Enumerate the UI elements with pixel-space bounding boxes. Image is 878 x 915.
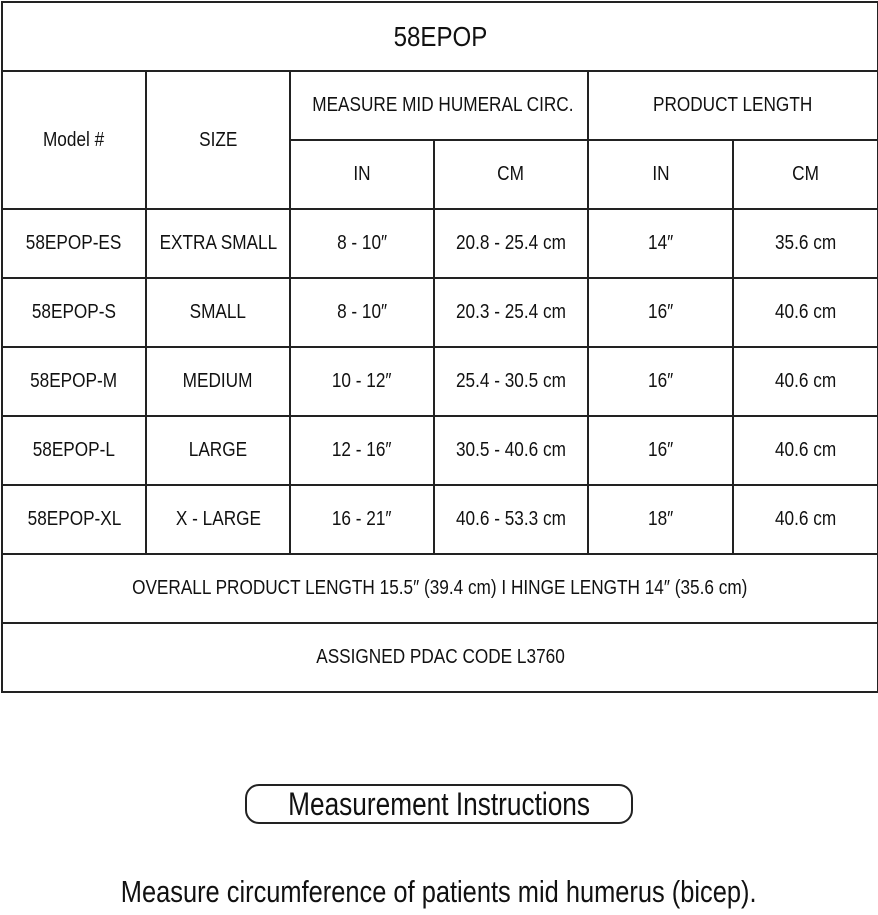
table-row <box>2 347 878 416</box>
cell-model: 58EPOP-XL <box>2 485 146 554</box>
cell-size: LARGE <box>146 416 290 485</box>
cell-circ-in: 8 - 10″ <box>290 278 434 347</box>
table-title: 58EPOP <box>2 2 878 71</box>
header-product-length: PRODUCT LENGTH <box>588 71 878 140</box>
cell-size: MEDIUM <box>146 347 290 416</box>
cell-model: 58EPOP-ES <box>2 209 146 278</box>
cell-length-in: 16″ <box>588 416 733 485</box>
header-length-cm: CM <box>733 140 878 209</box>
instructions-heading: Measurement Instructions <box>245 784 633 824</box>
cell-length-in: 16″ <box>588 347 733 416</box>
sizing-table <box>1 1 878 693</box>
header-row-main <box>2 71 878 140</box>
header-length-in: IN <box>588 140 733 209</box>
instructions-heading-wrapper <box>0 784 878 824</box>
pdac-code-row <box>2 623 878 692</box>
cell-circ-in: 16 - 21″ <box>290 485 434 554</box>
cell-circ-cm: 20.3 - 25.4 cm <box>434 278 588 347</box>
cell-length-in: 14″ <box>588 209 733 278</box>
cell-length-in: 18″ <box>588 485 733 554</box>
header-model: Model # <box>2 71 146 209</box>
cell-circ-cm: 40.6 - 53.3 cm <box>434 485 588 554</box>
cell-circ-in: 8 - 10″ <box>290 209 434 278</box>
header-size: SIZE <box>146 71 290 209</box>
table-row <box>2 416 878 485</box>
cell-size: EXTRA SMALL <box>146 209 290 278</box>
table-row <box>2 485 878 554</box>
instructions-text: Measure circumference of patients mid humerus (bicep). <box>121 874 757 909</box>
table-row <box>2 209 878 278</box>
cell-circ-cm: 25.4 - 30.5 cm <box>434 347 588 416</box>
cell-circ-cm: 30.5 - 40.6 cm <box>434 416 588 485</box>
cell-circ-cm: 20.8 - 25.4 cm <box>434 209 588 278</box>
table-row <box>2 278 878 347</box>
cell-circ-in: 12 - 16″ <box>290 416 434 485</box>
cell-model: 58EPOP-L <box>2 416 146 485</box>
cell-model: 58EPOP-M <box>2 347 146 416</box>
cell-length-cm: 40.6 cm <box>733 347 878 416</box>
overall-length-row <box>2 554 878 623</box>
header-circ-cm: CM <box>434 140 588 209</box>
table-title-row <box>2 2 878 71</box>
header-measure-circ: MEASURE MID HUMERAL CIRC. <box>290 71 588 140</box>
cell-length-cm: 40.6 cm <box>733 416 878 485</box>
cell-length-cm: 40.6 cm <box>733 278 878 347</box>
cell-model: 58EPOP-S <box>2 278 146 347</box>
header-circ-in: IN <box>290 140 434 209</box>
cell-circ-in: 10 - 12″ <box>290 347 434 416</box>
pdac-code-note: ASSIGNED PDAC CODE L3760 <box>2 623 878 692</box>
overall-length-note: OVERALL PRODUCT LENGTH 15.5″ (39.4 cm) I HINGE LENGTH 14″ (35.6 cm) <box>2 554 878 623</box>
cell-length-cm: 40.6 cm <box>733 485 878 554</box>
cell-size: X - LARGE <box>146 485 290 554</box>
cell-size: SMALL <box>146 278 290 347</box>
cell-length-in: 16″ <box>588 278 733 347</box>
cell-length-cm: 35.6 cm <box>733 209 878 278</box>
